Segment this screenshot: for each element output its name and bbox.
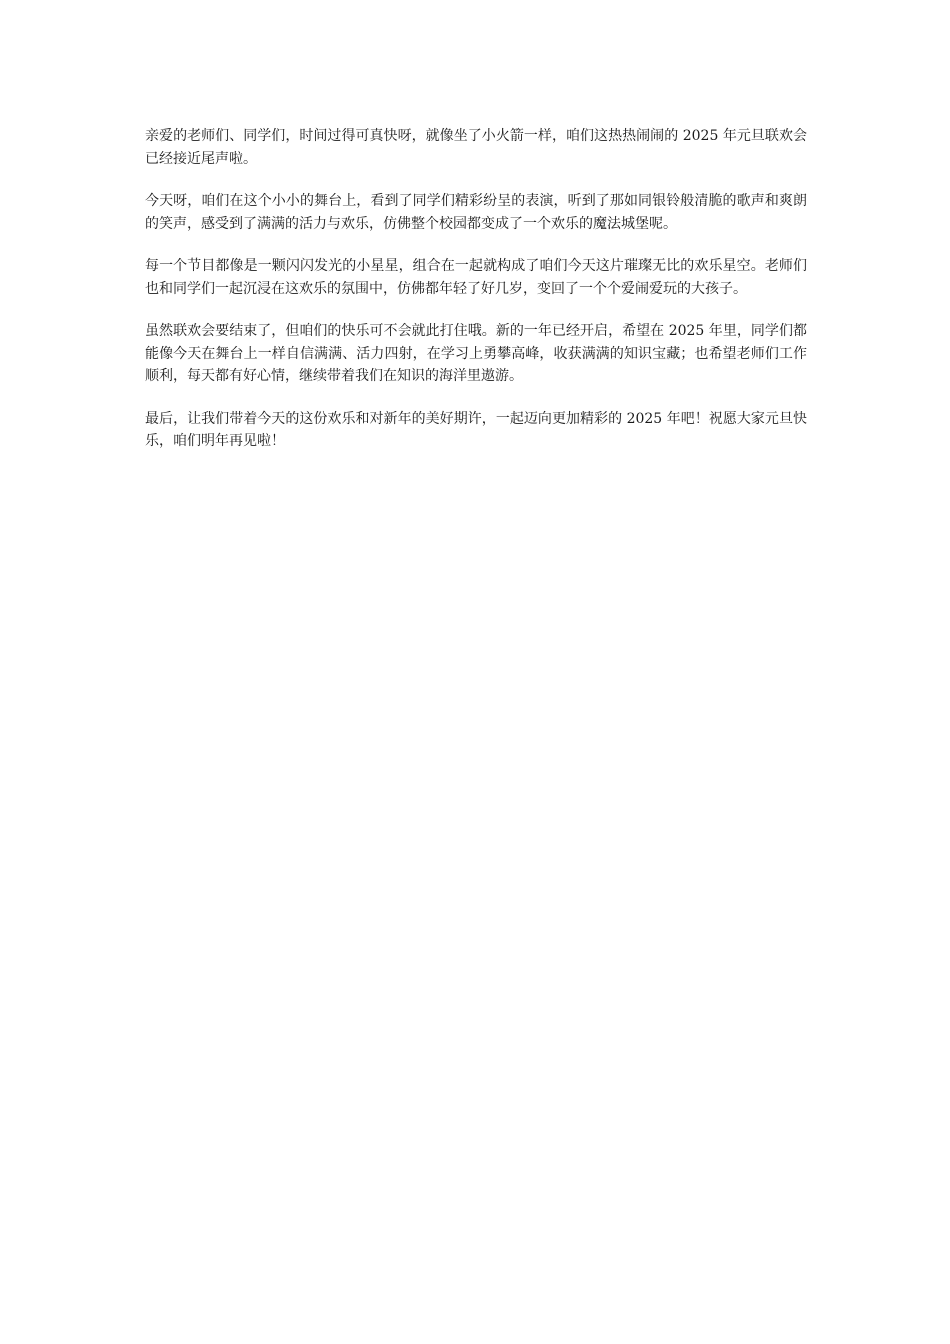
paragraph: 今天呀，咱们在这个小小的舞台上，看到了同学们精彩纷呈的表演，听到了那如同银铃般清脆的歌声和爽朗的笑声，感受到了满满的活力与欢乐，仿佛整个校园都变成了一个欢乐的魔法城堡呢。 xyxy=(145,193,807,232)
document-body xyxy=(145,125,807,473)
paragraph: 虽然联欢会要结束了，但咱们的快乐可不会就此打住哦。新的一年已经开启，希望在 2025 年里，同学们都能像今天在舞台上一样自信满满、活力四射，在学习上勇攀高峰，收获满满的知识宝藏；也希望老师们工作顺利，每天都有好心情，继续带着我们在知识的海洋里遨游。 xyxy=(145,323,807,384)
paragraph: 亲爱的老师们、同学们，时间过得可真快呀，就像坐了小火箭一样，咱们这热热闹闹的 2025 年元旦联欢会已经接近尾声啦。 xyxy=(145,128,807,167)
paragraph: 最后，让我们带着今天的这份欢乐和对新年的美好期许，一起迈向更加精彩的 2025 年吧！祝愿大家元旦快乐，咱们明年再见啦！ xyxy=(145,410,807,449)
paragraph: 每一个节目都像是一颗闪闪发光的小星星，组合在一起就构成了咱们今天这片璀璨无比的欢乐星空。老师们也和同学们一起沉浸在这欢乐的氛围中，仿佛都年轻了好几岁，变回了一个个爱闹爱玩的大孩子。 xyxy=(145,258,807,297)
